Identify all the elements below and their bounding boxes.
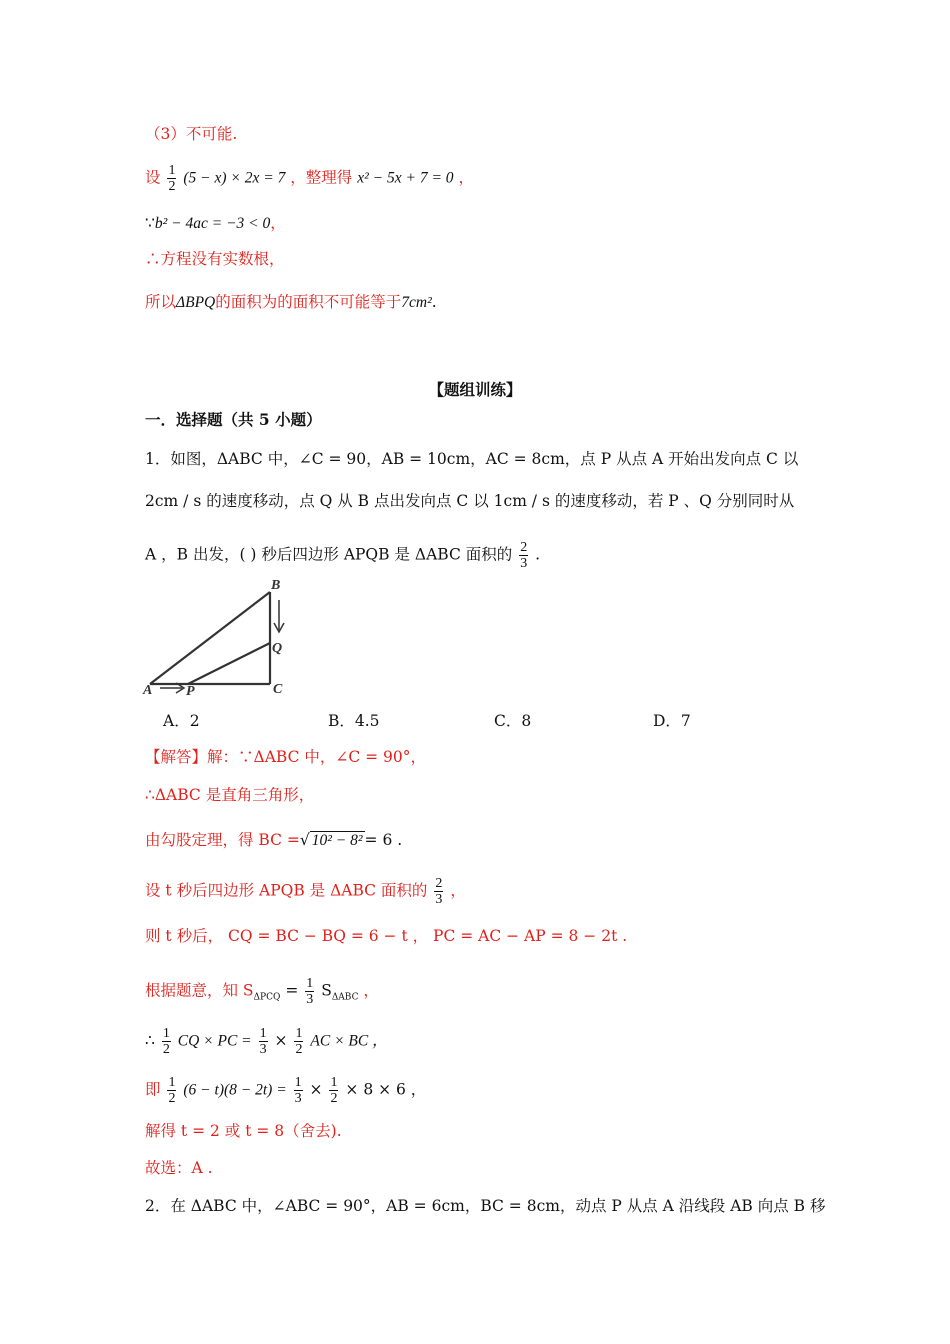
triangle-figure [140, 576, 300, 701]
q2-line1: 2．在 ΔABC 中，∠ABC = 90°，AB = 6cm，BC = 8cm，动点 P 从点 A 沿线段 AB 向点 B 移 [145, 1197, 826, 1215]
label-p: P [186, 684, 195, 699]
part3-no-root: ∴方程没有实数根， [145, 250, 285, 268]
solution-tag: 【解答】 [145, 748, 208, 766]
label-c: C [273, 682, 283, 697]
option-a: A．2 [163, 712, 200, 730]
solution-line5: 则 t 秒后， CQ = BC − BQ = 6 − t ， PC = AC − AP = 8 − 2t . [145, 927, 628, 945]
option-d: D．7 [653, 712, 691, 730]
solution-line8: 即 $\frac{1}{2}$ (6 − t)(8 − 2t) = $\frac{1}{3}$ × $\frac{1}{2}$ × 8 × 6 ， [145, 1075, 427, 1106]
label-b: B [271, 578, 281, 593]
subsection-title: 一．选择题（共 5 小题） [145, 410, 322, 429]
label-a: A [143, 683, 153, 698]
option-c: C．8 [494, 712, 532, 730]
solution-line2: ∴ΔABC 是直角三角形， [145, 786, 315, 804]
solution-line1: 【解答】解：∵ΔABC 中，∠C = 90°， [145, 748, 427, 766]
solution-line7: ∴ $\frac{1}{2}$ CQ × PC = $\frac{1}{3}$ × $\frac{1}{2}$ AC × BC ， [145, 1026, 388, 1057]
solution-line6: 根据题意，知 $S_{\Delta PCQ}$ = $\frac{1}{3}$ $S_{\Delta ABC}$ ， [145, 976, 379, 1007]
option-b: B．4.5 [328, 712, 380, 730]
solution-line3: 由勾股定理，得 BC =√ 10² − 8² = 6 . [145, 831, 403, 849]
part3-discriminant: ∵b² − 4ac = −3 < 0， [145, 214, 286, 232]
q1-line2: 2cm / s 的速度移动，点 Q 从 B 点出发向点 C 以 1cm / s 的速度移动，若 P 、Q 分别同时从 [145, 492, 795, 510]
solution-line10: 故选：A . [145, 1159, 213, 1177]
q1-line1: 1．如图，ΔABC 中，∠C = 90，AB = 10cm，AC = 8cm，点 P 从点 A 开始出发向点 C 以 [145, 450, 799, 468]
fraction-two-thirds: $\frac{2}{3}$ [520, 540, 528, 571]
part3-heading: （3）不可能. [145, 125, 238, 143]
solution-line9: 解得 t = 2 或 t = 8（舍去). [145, 1122, 342, 1140]
q1-line3: A ，B 出发，( ) 秒后四边形 APQB 是 ΔABC 面积的 $\frac{2}{3}$ . [145, 540, 541, 571]
segment-pq [188, 643, 270, 684]
part3-conclusion: 所以ΔBPQ的面积为的面积不可能等于7cm². [145, 293, 437, 311]
fraction-half: $\frac{1}{2}$ [168, 163, 176, 194]
side-ab [150, 592, 270, 684]
label-q: Q [272, 641, 283, 656]
solution-line4: 设 t 秒后四边形 APQB 是 ΔABC 面积的 $\frac{2}{3}$ ， [145, 876, 466, 907]
section-title: 【题组训练】 [428, 380, 522, 399]
part3-set-line: 设 $\frac{1}{2}$ (5 − x) × 2x = 7 ，整理得 x² − 5x + 7 = 0 ， [145, 163, 474, 194]
